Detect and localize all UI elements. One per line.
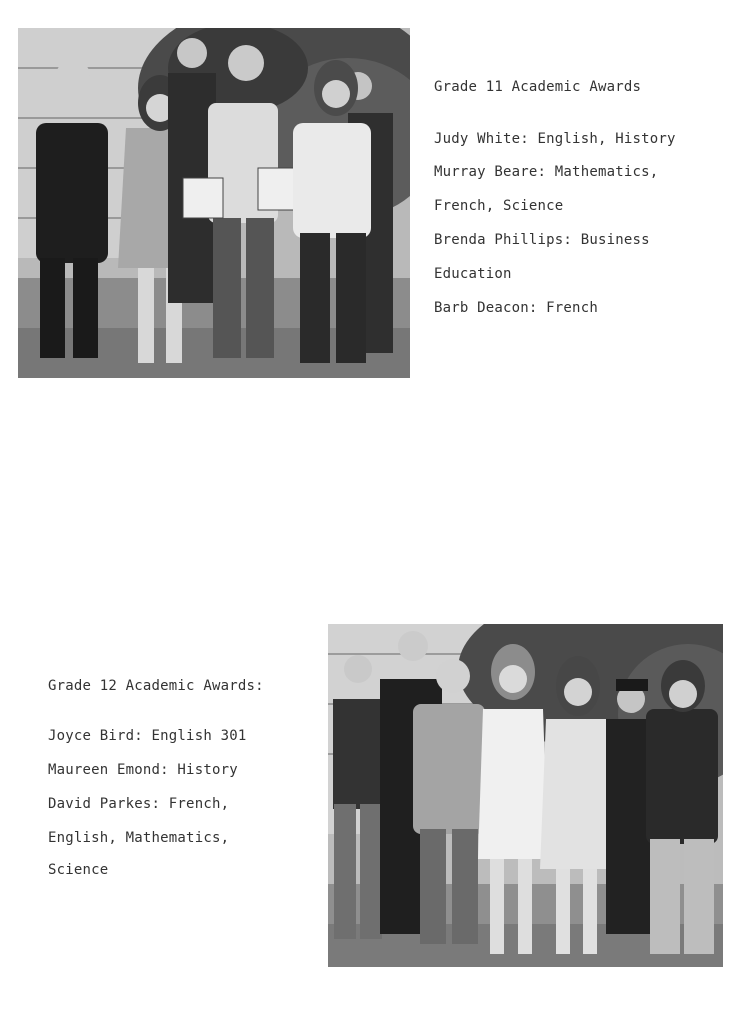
grade12-award-line: David Parkes: French, [48, 796, 230, 812]
grade11-award-line: Brenda Phillips: Business [434, 232, 650, 248]
grade12-award-photo [328, 624, 723, 967]
grade11-award-line: Education [434, 266, 512, 282]
grade11-award-line: Murray Beare: Mathematics, [434, 164, 659, 180]
grade11-award-line: Judy White: English, History [434, 131, 676, 147]
grade12-awards-title: Grade 12 Academic Awards: [48, 678, 264, 694]
grade12-award-line: Joyce Bird: English 301 [48, 728, 247, 744]
grade11-awards-title: Grade 11 Academic Awards [434, 79, 642, 95]
grade12-award-line: Maureen Emond: History [48, 762, 238, 778]
grade11-award-photo [18, 28, 410, 378]
grade12-award-line: English, Mathematics, [48, 830, 230, 846]
grade11-award-line: French, Science [434, 198, 564, 214]
grade12-award-line: Science [48, 862, 109, 878]
grade11-award-line: Barb Deacon: French [434, 300, 598, 316]
